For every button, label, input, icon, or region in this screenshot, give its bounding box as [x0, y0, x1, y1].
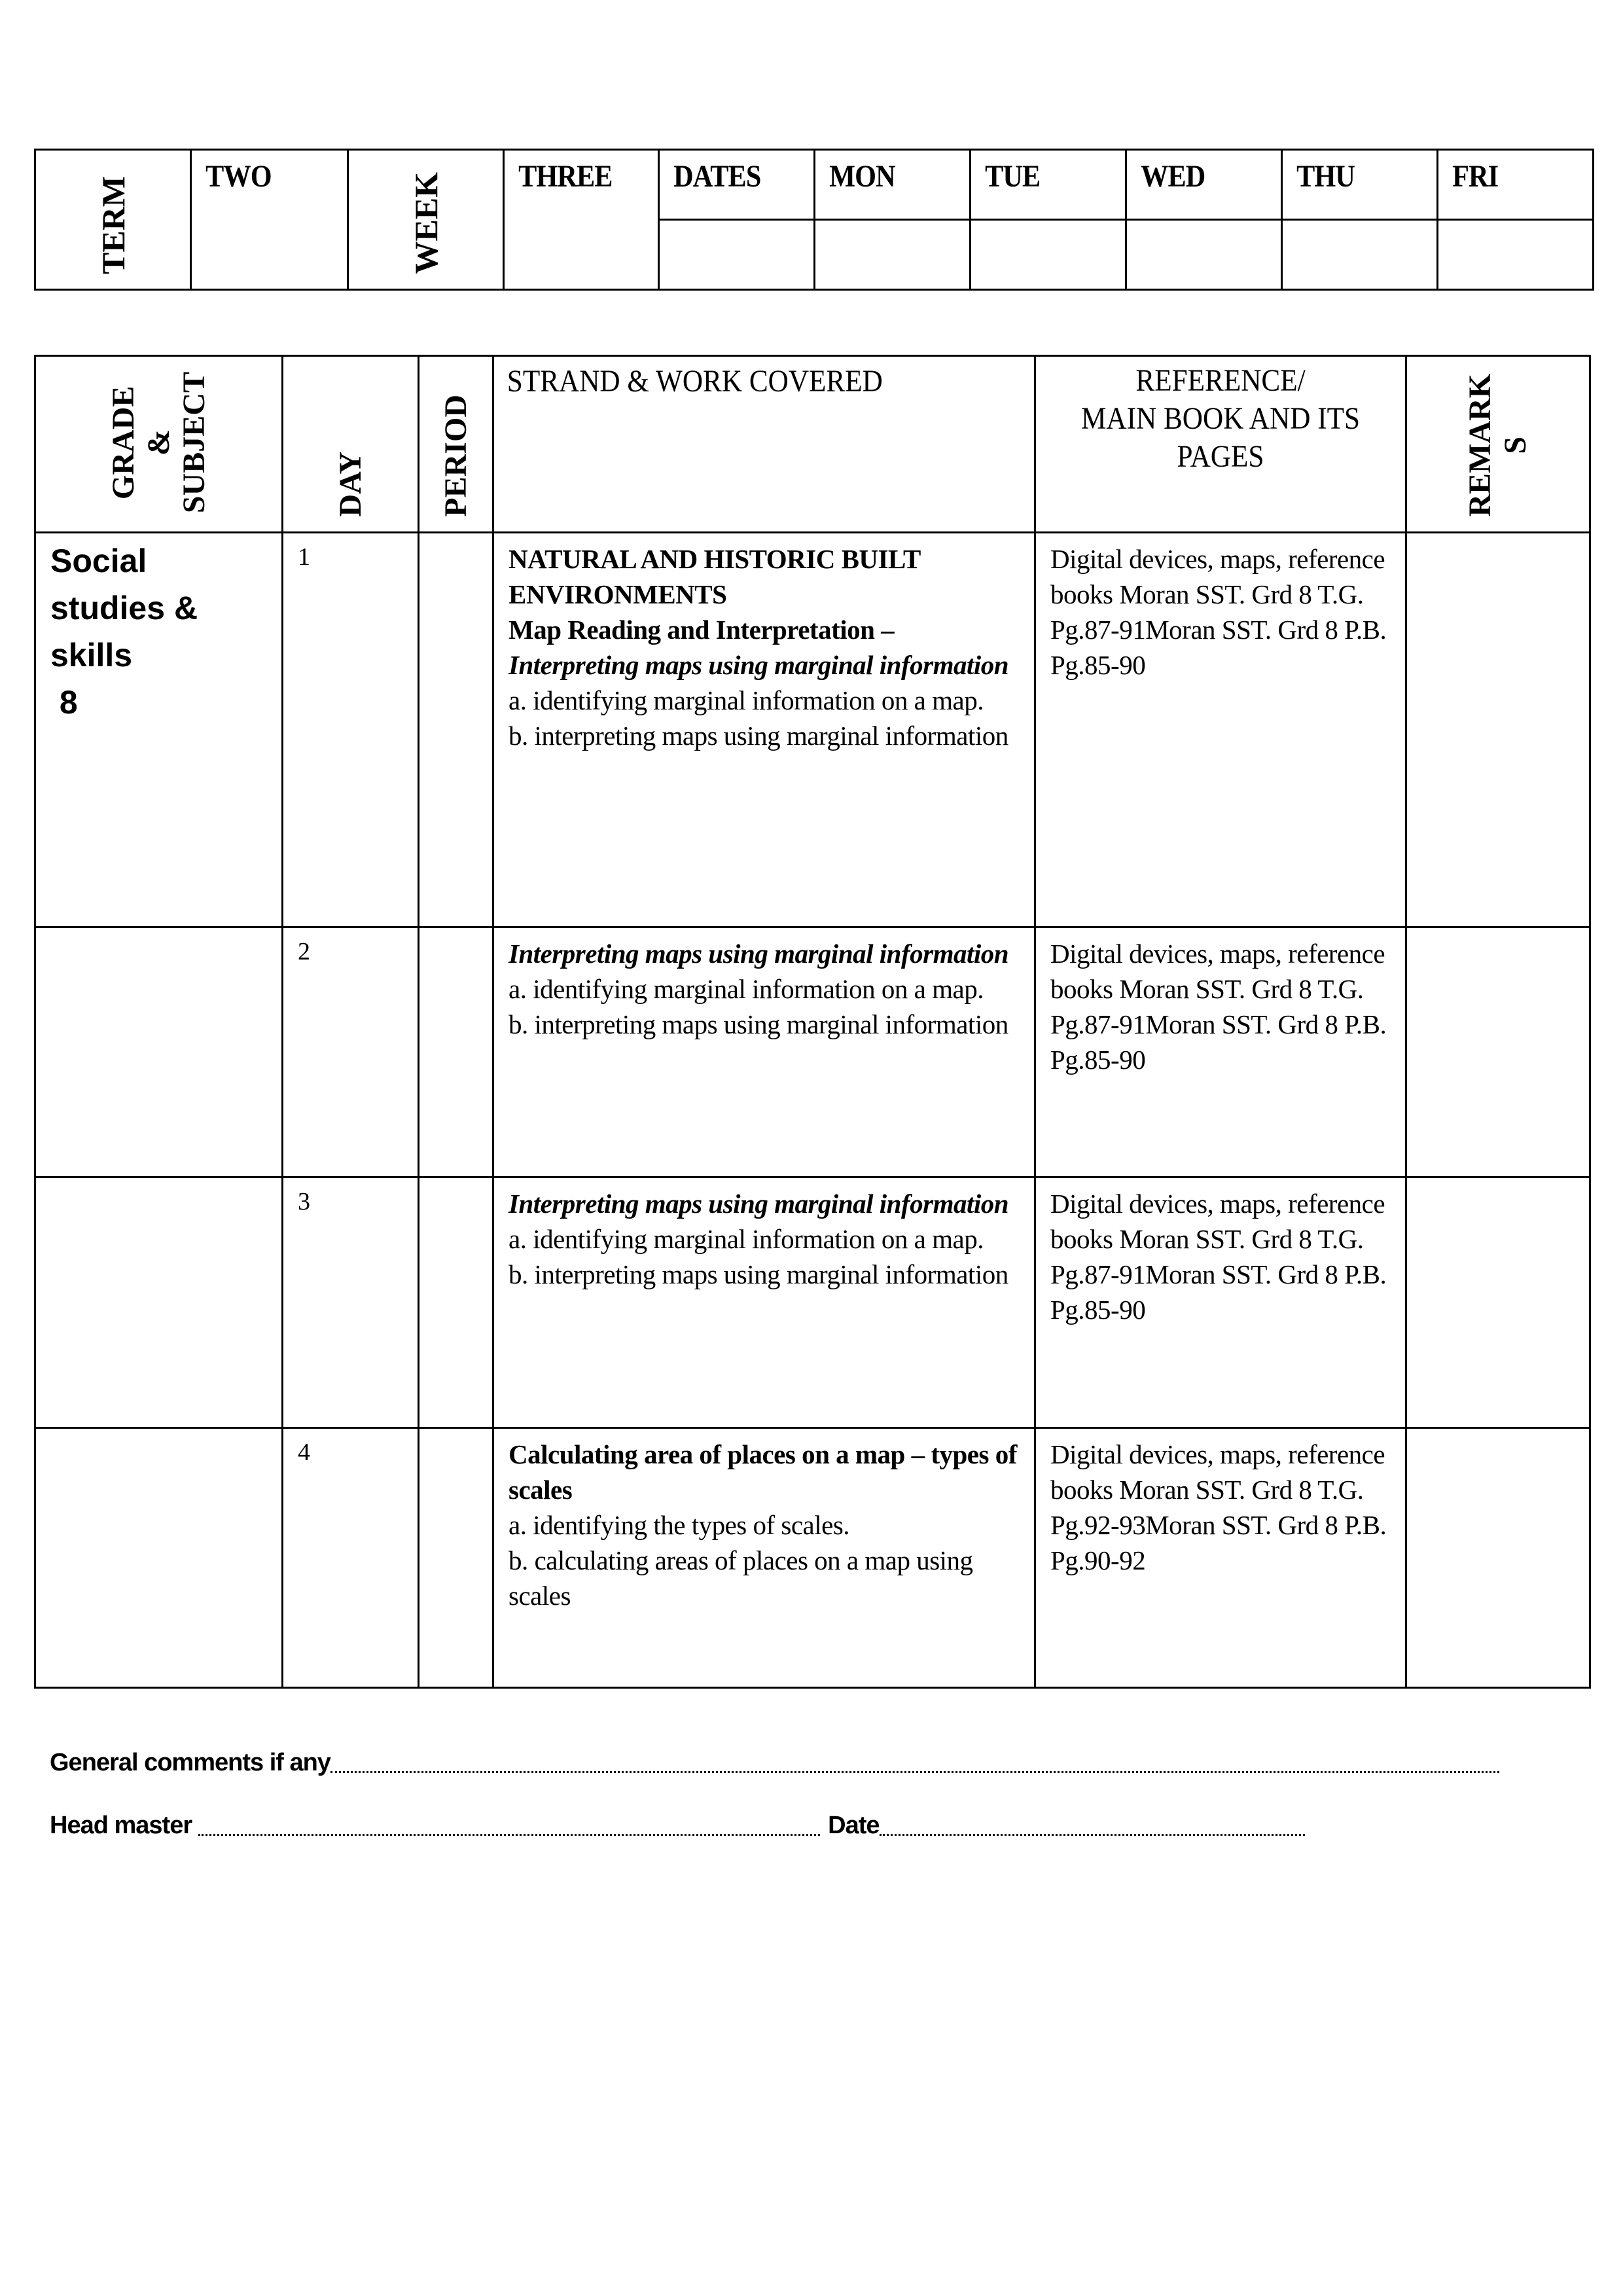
reference-text: Digital devices, maps, reference books Moran SST. Grd 8 T.G. Pg.87-91Moran SST. Grd 8 P.B. Pg.85-90: [1050, 1189, 1387, 1325]
date-label: Date: [828, 1812, 880, 1839]
general-comments-label: General comments if any: [50, 1749, 330, 1776]
work-covered-cell: [493, 1177, 1035, 1428]
reference-text: Digital devices, maps, reference books Moran SST. Grd 8 T.G. Pg.87-91Moran SST. Grd 8 P.B. Pg.85-90: [1050, 939, 1387, 1075]
remarks-header-line1: REMARK: [1463, 374, 1497, 517]
day-header-mon: [815, 150, 971, 220]
reference-cell: [1035, 533, 1406, 927]
reference-header-line1: REFERENCE/: [1135, 363, 1306, 398]
subject-line2: studies &: [50, 590, 198, 626]
ampersand-header-text: &: [141, 429, 176, 456]
week-value: THREE: [518, 159, 613, 194]
topic-title: Interpreting maps using marginal information: [508, 650, 1009, 680]
plan-header-row: [35, 356, 1590, 533]
term-value-cell[interactable]: [191, 150, 348, 290]
remarks-header: [1406, 356, 1590, 533]
reference-cell: [1035, 927, 1406, 1177]
day-cell: [283, 1428, 419, 1688]
week-value-cell[interactable]: [504, 150, 659, 290]
head-master-signature-field[interactable]: [198, 1834, 820, 1836]
date-cell-tue[interactable]: [971, 220, 1126, 290]
term-value: TWO: [205, 159, 272, 194]
day-cell: [283, 1177, 419, 1428]
head-master-line: [50, 1812, 1305, 1840]
day-label-thu: THU: [1296, 159, 1355, 194]
remarks-cell[interactable]: [1406, 1428, 1590, 1688]
learning-outcome-b: b. calculating areas of places on a map using scales: [508, 1545, 973, 1611]
table-row: [35, 1428, 1590, 1688]
subject-cell: [35, 927, 283, 1177]
learning-outcome-a: a. identifying the types of scales.: [508, 1510, 850, 1540]
day-number: 4: [298, 1439, 310, 1466]
table-row: [35, 533, 1590, 927]
week-label: WEEK: [407, 172, 444, 274]
work-covered-cell: [493, 1428, 1035, 1688]
date-cell-wed[interactable]: [1126, 220, 1282, 290]
term-label: TERM: [94, 176, 132, 274]
date-field[interactable]: [880, 1834, 1305, 1836]
date-cell-fri[interactable]: [1438, 220, 1594, 290]
strand-header: [493, 356, 1035, 533]
dates-label: DATES: [673, 159, 761, 194]
subject-cell: [35, 533, 283, 927]
week-label-cell: [348, 150, 504, 290]
dates-label-cell: [659, 150, 815, 220]
reference-header-line3: PAGES: [1177, 439, 1264, 474]
strand-header-text: STRAND & WORK COVERED: [507, 364, 883, 399]
lesson-plan-table: [34, 355, 1591, 1689]
general-comments-line: [50, 1749, 1499, 1777]
topic-title: Calculating area of places on a map – types of scales: [508, 1439, 1017, 1505]
subject-line1: Social: [50, 543, 147, 579]
period-cell[interactable]: [419, 1428, 493, 1688]
grade-subject-header: [35, 356, 283, 533]
subject-cell: [35, 1177, 283, 1428]
date-cell-thu[interactable]: [1282, 220, 1438, 290]
remarks-header-line2: S: [1498, 437, 1533, 455]
reference-cell: [1035, 1177, 1406, 1428]
reference-header: [1035, 356, 1406, 533]
subject-cell: [35, 1428, 283, 1688]
dates-blank-cell: [659, 220, 815, 290]
remarks-cell[interactable]: [1406, 927, 1590, 1177]
reference-cell: [1035, 1428, 1406, 1688]
term-label-cell: [35, 150, 191, 290]
remarks-cell[interactable]: [1406, 533, 1590, 927]
topic-title: Interpreting maps using marginal information: [508, 939, 1009, 969]
day-label-mon: MON: [829, 159, 895, 194]
work-covered-cell: [493, 927, 1035, 1177]
day-number: 2: [298, 938, 310, 965]
day-cell: [283, 927, 419, 1177]
work-covered-cell: [493, 533, 1035, 927]
learning-outcome-b: b. interpreting maps using marginal information: [508, 1009, 1008, 1039]
table-row: [35, 1177, 1590, 1428]
period-header: [419, 356, 493, 533]
learning-outcome-a: a. identifying marginal information on a map.: [508, 685, 984, 715]
learning-outcome-a: a. identifying marginal information on a map.: [508, 974, 984, 1004]
reference-header-line2: MAIN BOOK AND ITS: [1080, 401, 1361, 436]
learning-outcome-a: a. identifying marginal information on a map.: [508, 1224, 984, 1254]
day-header-fri: [1438, 150, 1594, 220]
topic-title: Interpreting maps using marginal information: [508, 1189, 1009, 1219]
day-label-wed: WED: [1141, 159, 1205, 194]
substrand-title: Map Reading and Interpretation –: [508, 615, 895, 645]
remarks-cell[interactable]: [1406, 1177, 1590, 1428]
learning-outcome-b: b. interpreting maps using marginal information: [508, 1259, 1008, 1289]
day-header-tue: [971, 150, 1126, 220]
learning-outcome-b: b. interpreting maps using marginal information: [508, 721, 1008, 751]
general-comments-field[interactable]: [330, 1771, 1499, 1773]
subject-header-text: SUBJECT: [176, 371, 211, 513]
strand-title: NATURAL AND HISTORIC BUILT ENVIRONMENTS: [508, 544, 921, 609]
day-number: 1: [298, 543, 310, 571]
term-week-table: [34, 149, 1594, 291]
day-label-fri: FRI: [1452, 159, 1499, 194]
head-master-label: Head master: [50, 1812, 192, 1839]
day-cell: [283, 533, 419, 927]
table-row: [35, 927, 1590, 1177]
day-number: 3: [298, 1188, 310, 1215]
day-label-tue: TUE: [985, 159, 1041, 194]
day-header-wed: [1126, 150, 1282, 220]
subject-line3: skills: [50, 637, 133, 673]
period-header-text: PERIOD: [438, 395, 473, 517]
subject-grade: 8: [50, 684, 78, 721]
day-header: [283, 356, 419, 533]
reference-text: Digital devices, maps, reference books Moran SST. Grd 8 T.G. Pg.92-93Moran SST. Grd 8 P.B. Pg.90-92: [1050, 1439, 1387, 1575]
date-cell-mon[interactable]: [815, 220, 971, 290]
period-cell[interactable]: [419, 533, 493, 927]
grade-header-text: GRADE: [105, 386, 141, 499]
day-header-text: DAY: [332, 452, 368, 517]
period-cell[interactable]: [419, 1177, 493, 1428]
period-cell[interactable]: [419, 927, 493, 1177]
day-header-thu: [1282, 150, 1438, 220]
reference-text: Digital devices, maps, reference books Moran SST. Grd 8 T.G. Pg.87-91Moran SST. Grd 8 P.B. Pg.85-90: [1050, 544, 1387, 680]
